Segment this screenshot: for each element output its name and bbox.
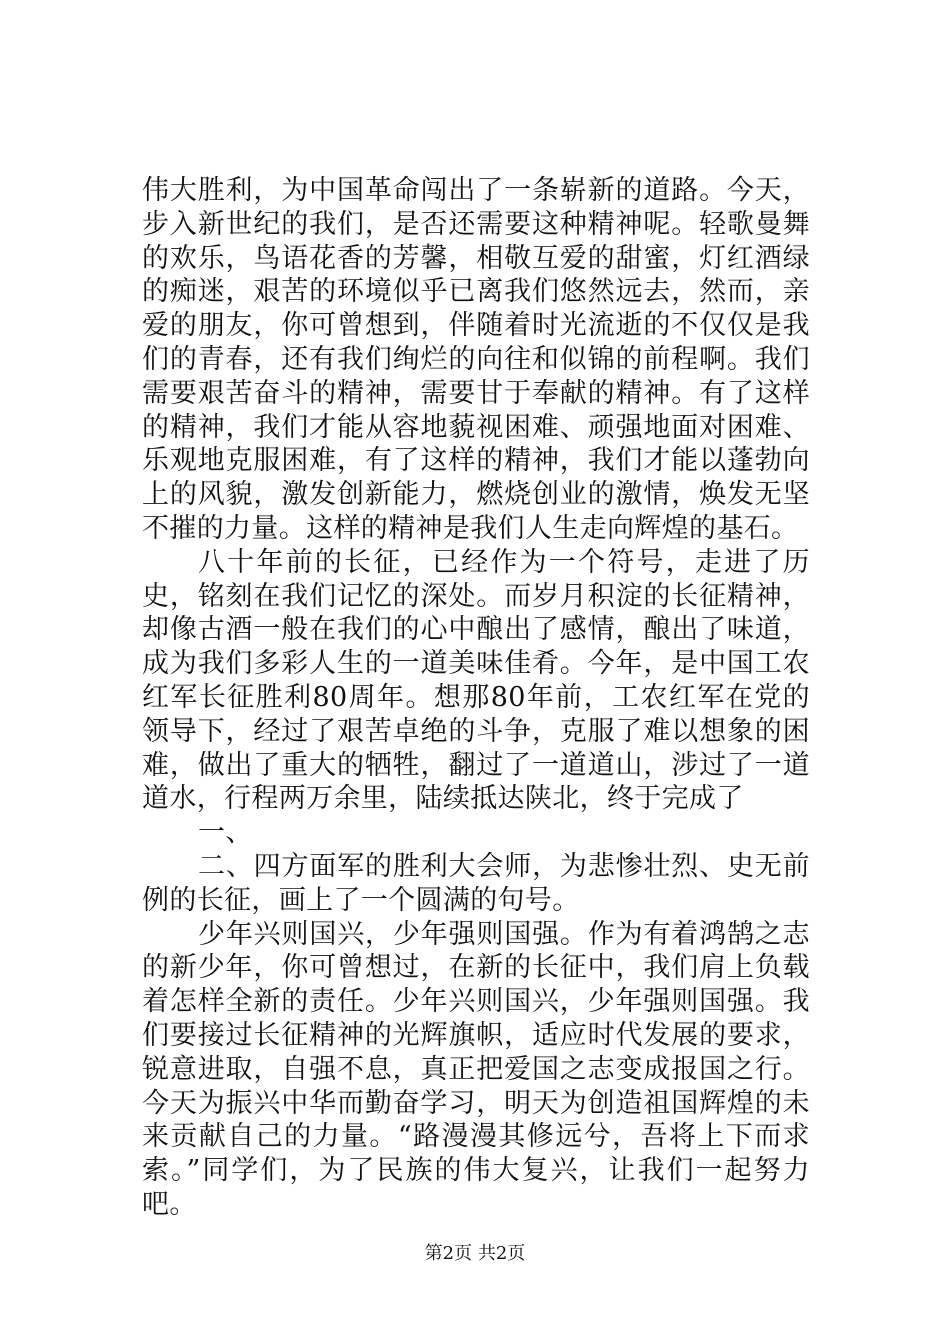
page-footer: 第2页 共2页: [424, 1243, 526, 1264]
paragraph-3: 一、: [198, 817, 253, 849]
paragraph-4: 二、四方面军的胜利大会师，为悲惨壮烈、史无前例的长征，画上了一个圆满的句号。: [142, 850, 810, 916]
document-body: [142, 174, 810, 1222]
paragraph-5: 少年兴则国兴，少年强则国强。作为有着鸿鹄之志的新少年，你可曾想过，在新的长征中，我们肩上负载着怎样全新的责任。少年兴则国兴，少年强则国强。我们要接过长征精神的光辉旗帜，适应时代发展的要求，锐意进取，自强不息，真正把爱国之志变成报国之行。今天为振兴中华而勤奋学习，明天为创造祖国辉煌的未来贡献自己的力量。“路漫漫其修远兮，吾将上下而求索。”同学们，为了民族的伟大复兴，让我们一起努力吧。: [142, 918, 810, 1220]
paragraph-1: 伟大胜利，为中国革命闯出了一条崭新的道路。今天，步入新世纪的我们，是否还需要这种精神呢。轻歌曼舞的欢乐，鸟语花香的芳馨，相敬互爱的甜蜜，灯红酒绿的痴迷，艰苦的环境似乎已离我们悠然远去，然而，亲爱的朋友，你可曾想到，伴随着时光流逝的不仅仅是我们的青春，还有我们绚烂的向往和似锦的前程啊。我们需要艰苦奋斗的精神，需要甘于奉献的精神。有了这样的精神，我们才能从容地藐视困难、顽强地面对困难、乐观地克服困难，有了这样的精神，我们才能以蓬勃向上的风貌，激发创新能力，燃烧创业的激情，焕发无坚不摧的力量。这样的精神是我们人生走向辉煌的基石。: [142, 175, 810, 544]
paragraph-2: 八十年前的长征，已经作为一个符号，走进了历史，铭刻在我们记忆的深处。而岁月积淀的长征精神，却像古酒一般在我们的心中酿出了感情，酿出了味道，成为我们多彩人生的一道美味佳肴。今年，是中国工农红军长征胜利80周年。想那80年前，工农红军在党的领导下，经过了艰苦卓绝的斗争，克服了难以想象的困难，做出了重大的牺牲，翻过了一道道山，涉过了一道道水，行程两万余里，陆续抵达陕北，终于完成了: [142, 546, 810, 815]
